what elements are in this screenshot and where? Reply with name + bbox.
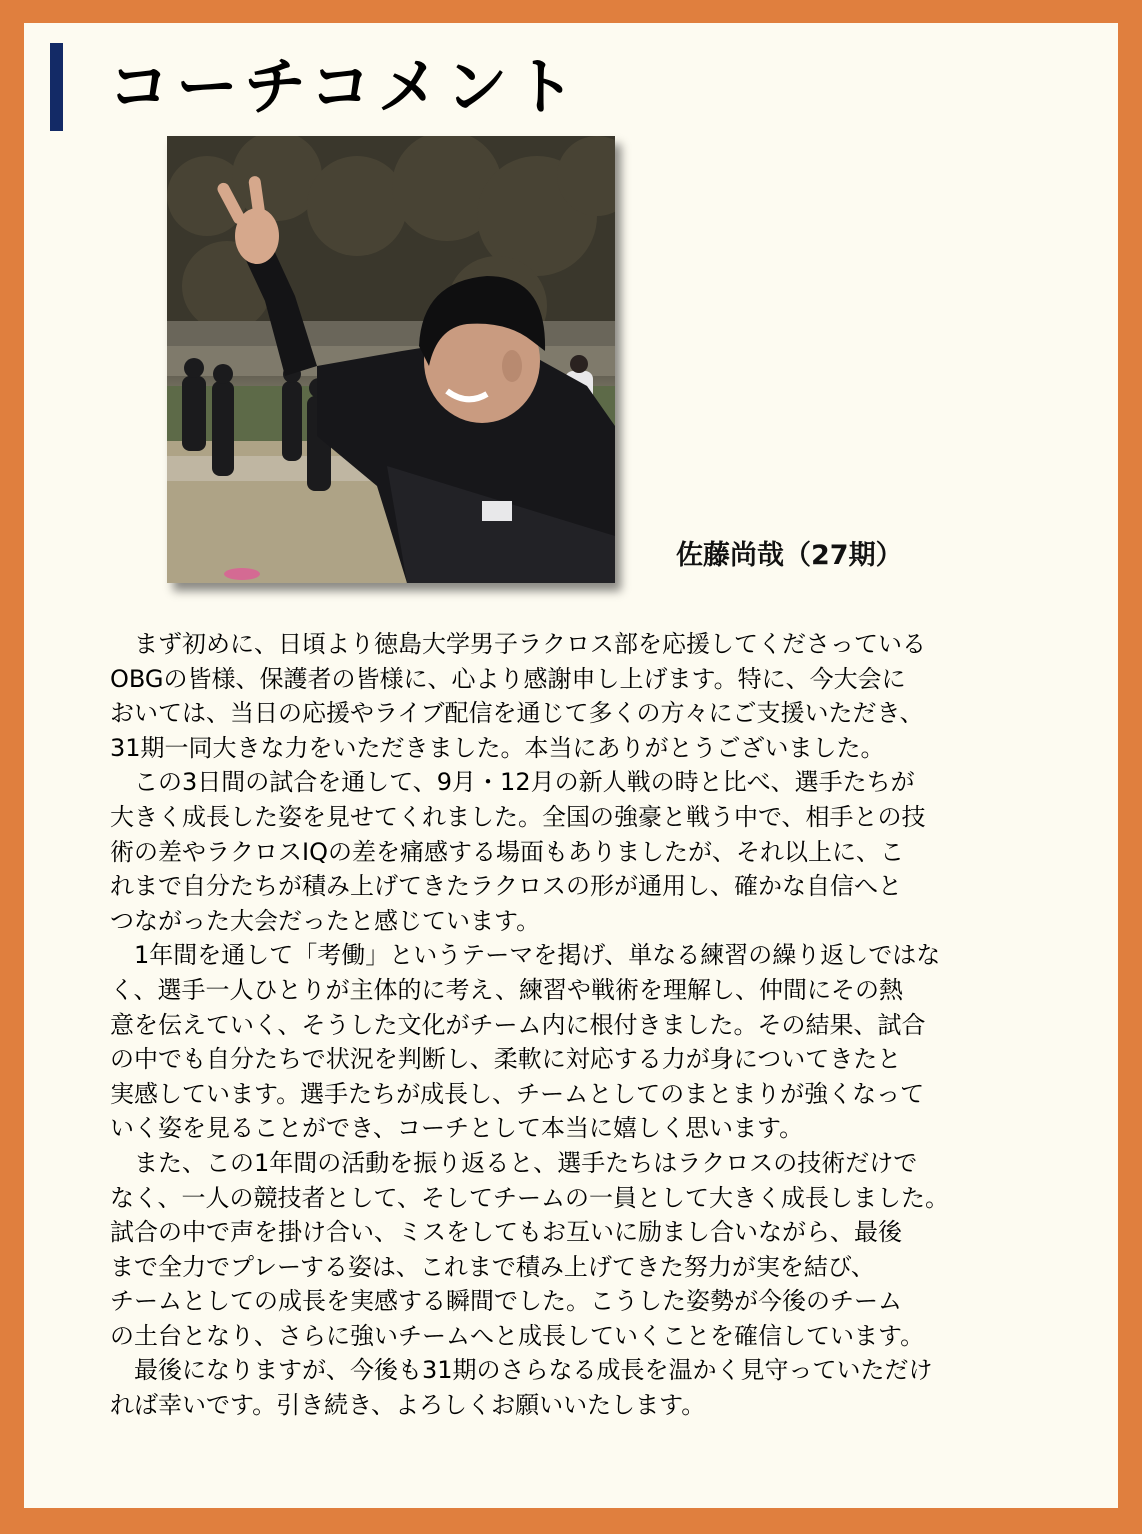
body-line: おいては、当日の応援やライブ配信を通じて多くの方々にご支援いただき、 [110, 699, 924, 728]
body-line: まず初めに、日頃より徳島大学男子ラクロス部を応援してくださっている [110, 630, 926, 658]
body-line: 31期一同大きな力をいただきました。本当にありがとうございました。 [110, 733, 885, 762]
content-panel [24, 23, 1118, 1508]
body-line: つながった大会だったと感じています。 [110, 906, 541, 935]
title-accent-bar [50, 43, 63, 131]
body-line: の土台となり、さらに強いチームへと成長していくことを確信しています。 [110, 1321, 925, 1350]
body-line: 意を伝えていく、そうした文化がチーム内に根付きました。その結果、試合 [110, 1010, 926, 1039]
body-line: OBGの皆様、保護者の皆様に、心より感謝申し上げます。特に、今大会に [110, 664, 906, 693]
coach-photo-illustration [167, 136, 615, 583]
coach-photo [167, 136, 615, 583]
body-line: チームとしての成長を実感する瞬間でした。こうした姿勢が今後のチーム [110, 1287, 902, 1316]
comment-body [110, 627, 1050, 1423]
body-line: まで全力でプレーする姿は、これまで積み上げてきた努力が実を結び、 [110, 1252, 875, 1281]
body-line: れまで自分たちが積み上げてきたラクロスの形が通用し、確かな自信へと [110, 872, 902, 901]
body-line: 最後になりますが、今後も31期のさらなる成長を温かく見守っていただけ [110, 1356, 933, 1385]
body-line: 試合の中で声を掛け合い、ミスをしてもお互いに励まし合いながら、最後 [110, 1218, 902, 1247]
body-line: この3日間の試合を通して、9月・12月の新人戦の時と比べ、選手たちが [110, 768, 915, 797]
coach-name-caption: 佐藤尚哉（27期） [676, 540, 903, 571]
body-line: 術の差やラクロスIQの差を痛感する場面もありましたが、それ以上に、こ [110, 837, 904, 866]
body-line: 大きく成長した姿を見せてくれました。全国の強豪と戦う中で、相手との技 [110, 802, 926, 831]
body-line: なく、一人の競技者として、そしてチームの一員として大きく成長しました。 [110, 1183, 950, 1212]
body-line: また、この1年間の活動を振り返ると、選手たちはラクロスの技術だけで [110, 1148, 918, 1177]
body-line: れば幸いです。引き続き、よろしくお願いいたします。 [110, 1391, 706, 1420]
body-line: 実感しています。選手たちが成長し、チームとしてのまとまりが強くなって [110, 1079, 925, 1108]
section-title: コーチコメント [108, 50, 582, 123]
body-line: 1年間を通して「考働」というテーマを掲げ、単なる練習の繰り返しではな [110, 941, 941, 970]
body-line: く、選手一人ひとりが主体的に考え、練習や戦術を理解し、仲間にその熱 [110, 975, 903, 1004]
body-line: いく姿を見ることができ、コーチとして本当に嬉しく思います。 [110, 1114, 804, 1143]
body-line: の中でも自分たちで状況を判断し、柔軟に対応する力が身についてきたと [110, 1045, 902, 1074]
